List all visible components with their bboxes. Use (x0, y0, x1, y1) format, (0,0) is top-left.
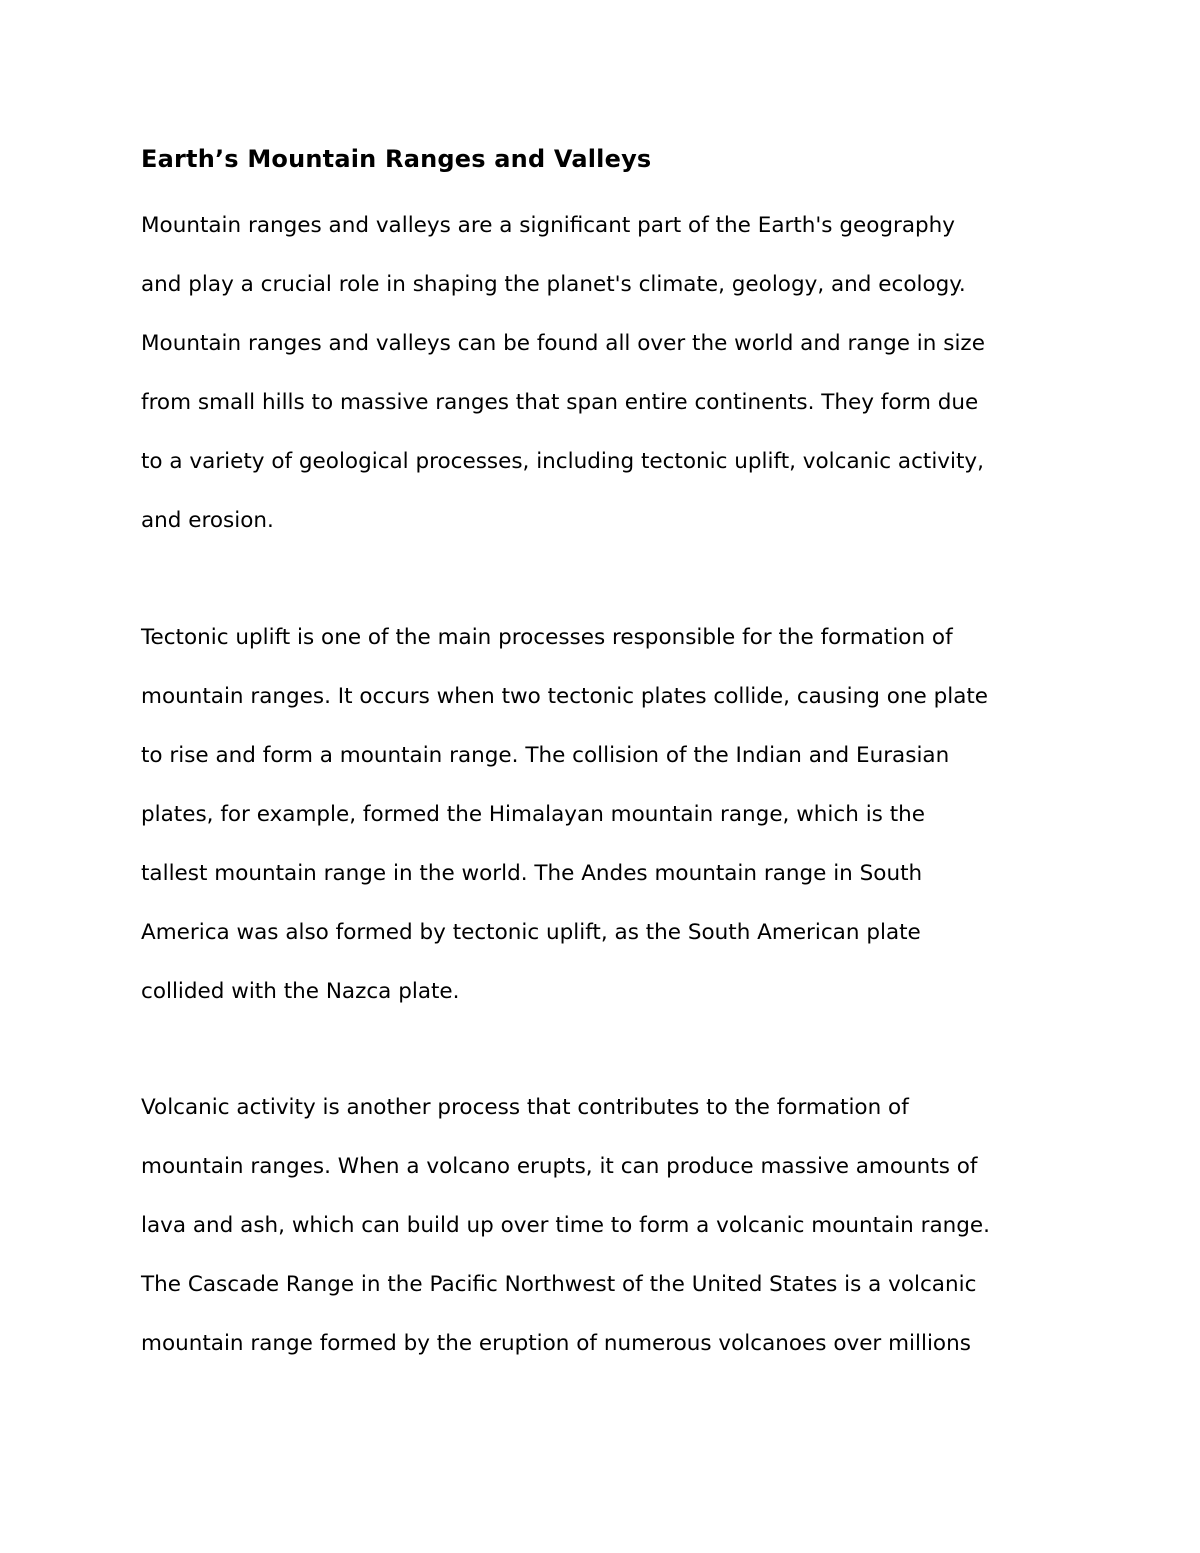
paragraph-line: Mountain ranges and valleys are a significant part of the Earth's geography (141, 213, 956, 238)
paragraph-line: mountain range formed by the eruption of numerous volcanoes over millions (141, 1331, 971, 1356)
paragraph-line: plates, for example, formed the Himalayan mountain range, which is the (141, 802, 925, 827)
paragraph-line: Tectonic uplift is one of the main processes responsible for the formation of (141, 625, 953, 650)
paragraph-line: and play a crucial role in shaping the planet's climate, geology, and ecology. (141, 272, 966, 297)
paragraph-line: collided with the Nazca plate. (141, 979, 460, 1004)
paragraph-volcanic-activity (141, 1078, 1071, 1373)
paragraph-line: America was also formed by tectonic uplift, as the South American plate (141, 920, 921, 945)
paragraph-line: tallest mountain range in the world. The Andes mountain range in South (141, 861, 923, 886)
paragraph-line: from small hills to massive ranges that span entire continents. They form due (141, 390, 979, 415)
paragraph-line: to rise and form a mountain range. The collision of the Indian and Eurasian (141, 743, 950, 768)
paragraph-tectonic-uplift (141, 608, 1071, 1021)
paragraph-line: to a variety of geological processes, including tectonic uplift, volcanic activity, (141, 449, 984, 474)
paragraph-line: Mountain ranges and valleys can be found all over the world and range in size (141, 331, 985, 356)
paragraph-line: mountain ranges. When a volcano erupts, it can produce massive amounts of (141, 1154, 978, 1179)
paragraph-line: and erosion. (141, 508, 274, 533)
paragraph-line: mountain ranges. It occurs when two tectonic plates collide, causing one plate (141, 684, 989, 709)
document-title: Earth’s Mountain Ranges and Valleys (141, 145, 652, 173)
paragraph-line: The Cascade Range in the Pacific Northwest of the United States is a volcanic (141, 1272, 977, 1297)
paragraph-line: lava and ash, which can build up over time to form a volcanic mountain range. (141, 1213, 990, 1238)
paragraph-line: Volcanic activity is another process that contributes to the formation of (141, 1095, 909, 1120)
paragraph-intro (141, 196, 1071, 550)
